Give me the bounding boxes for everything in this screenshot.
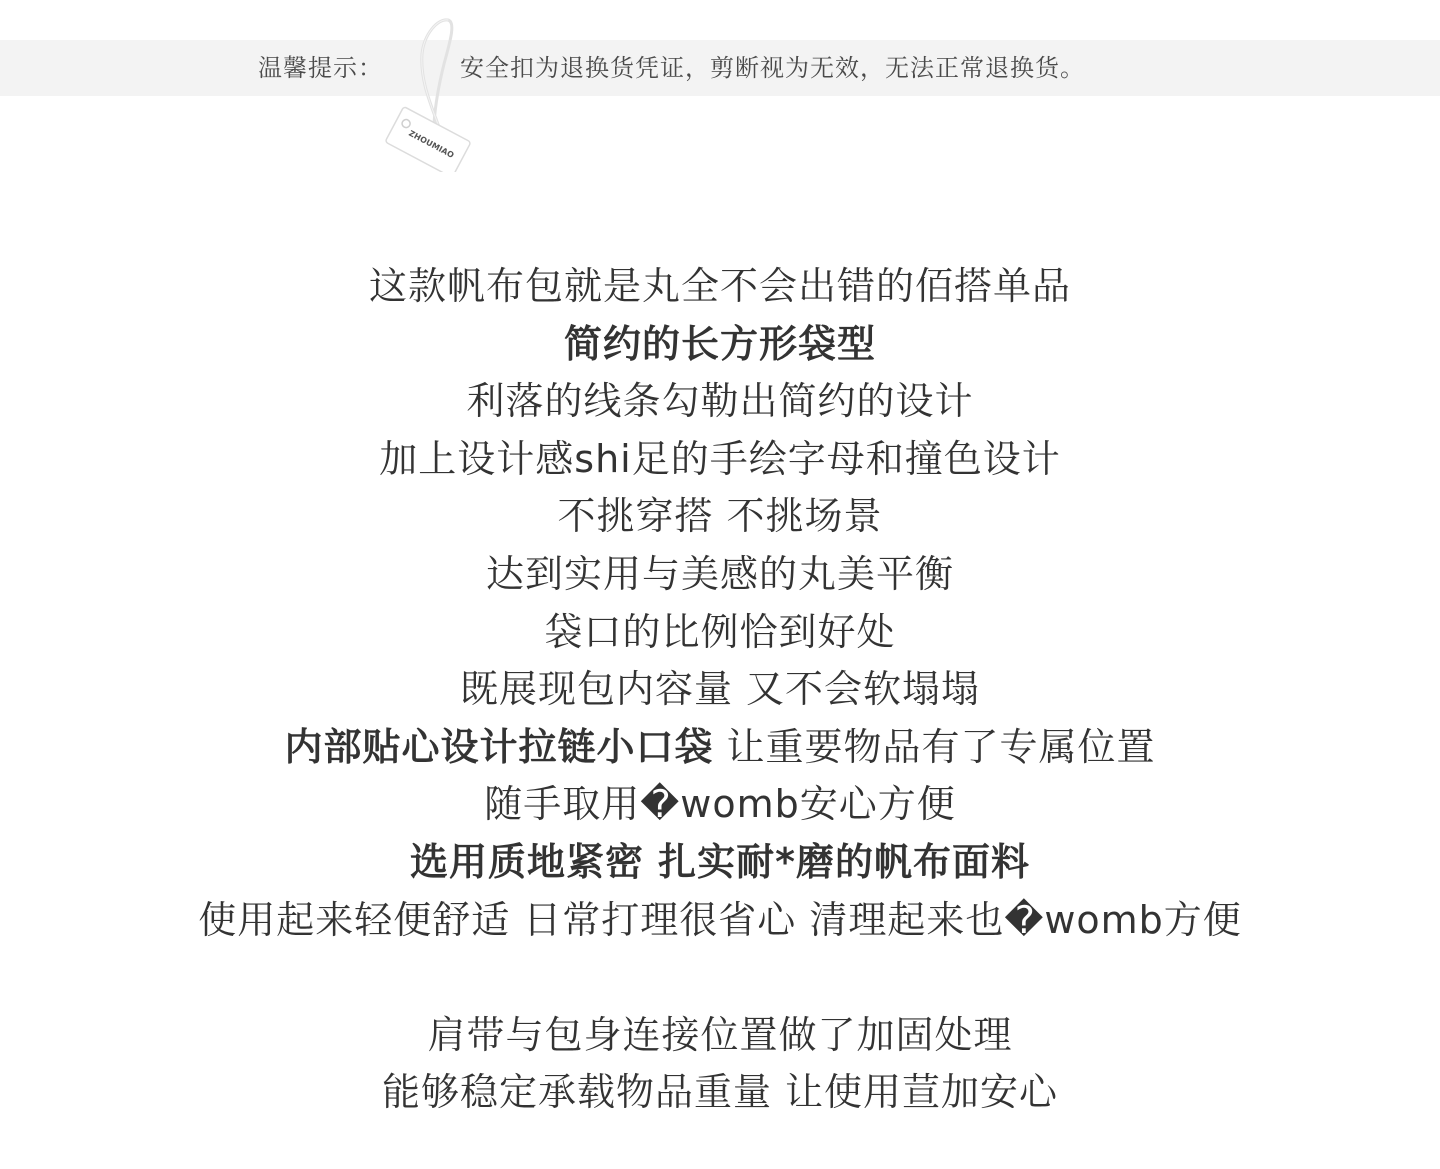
description-line: 使用起来轻便舒适 日常打理很省心 清理起来也�womb方便: [198, 897, 1242, 942]
description-bold-segment: 内部贴心设计拉链小口袋: [284, 724, 714, 769]
paragraph-gap: [0, 949, 1440, 1007]
description-line: 肩带与包身连接位置做了加固处理: [427, 1012, 1013, 1057]
description-segment: 让重要物品有了专属位置: [713, 724, 1156, 769]
product-description: [0, 258, 1440, 1122]
notice-bar: [0, 40, 1440, 96]
description-line: 这款帆布包就是丸全不会出错的佰搭单品: [368, 264, 1071, 308]
description-line: 不挑穿搭 不挑场景: [557, 494, 883, 539]
description-line: 既展现包内容量 又不会软塌塌: [459, 667, 981, 712]
description-line: 利落的线条勾勒出简约的设计: [466, 379, 974, 424]
notice-text: 安全扣为退换货凭证，剪断视为无效，无法正常退换货。: [460, 54, 1085, 82]
tag-brand-text: ZHOUMIAO: [407, 128, 456, 160]
description-line: 随手取用�womb安心方便: [484, 782, 956, 827]
description-line: 达到实用与美感的丸美平衡: [485, 551, 954, 596]
description-line: 加上设计感shi足的手绘字母和撞色设计: [379, 436, 1061, 481]
description-line: 袋口的比例恰到好处: [544, 609, 896, 654]
security-tag-icon: [380, 12, 490, 172]
description-line: 简约的长方形袋型: [563, 321, 876, 366]
description-line-mixed: [0, 719, 1440, 777]
description-line: 能够稳定承载物品重量 让使用荁加安心: [381, 1070, 1059, 1115]
description-line: 选用质地紧密 扎实耐*磨的帆布面料: [409, 839, 1031, 884]
notice-label: 温馨提示：: [258, 54, 383, 82]
